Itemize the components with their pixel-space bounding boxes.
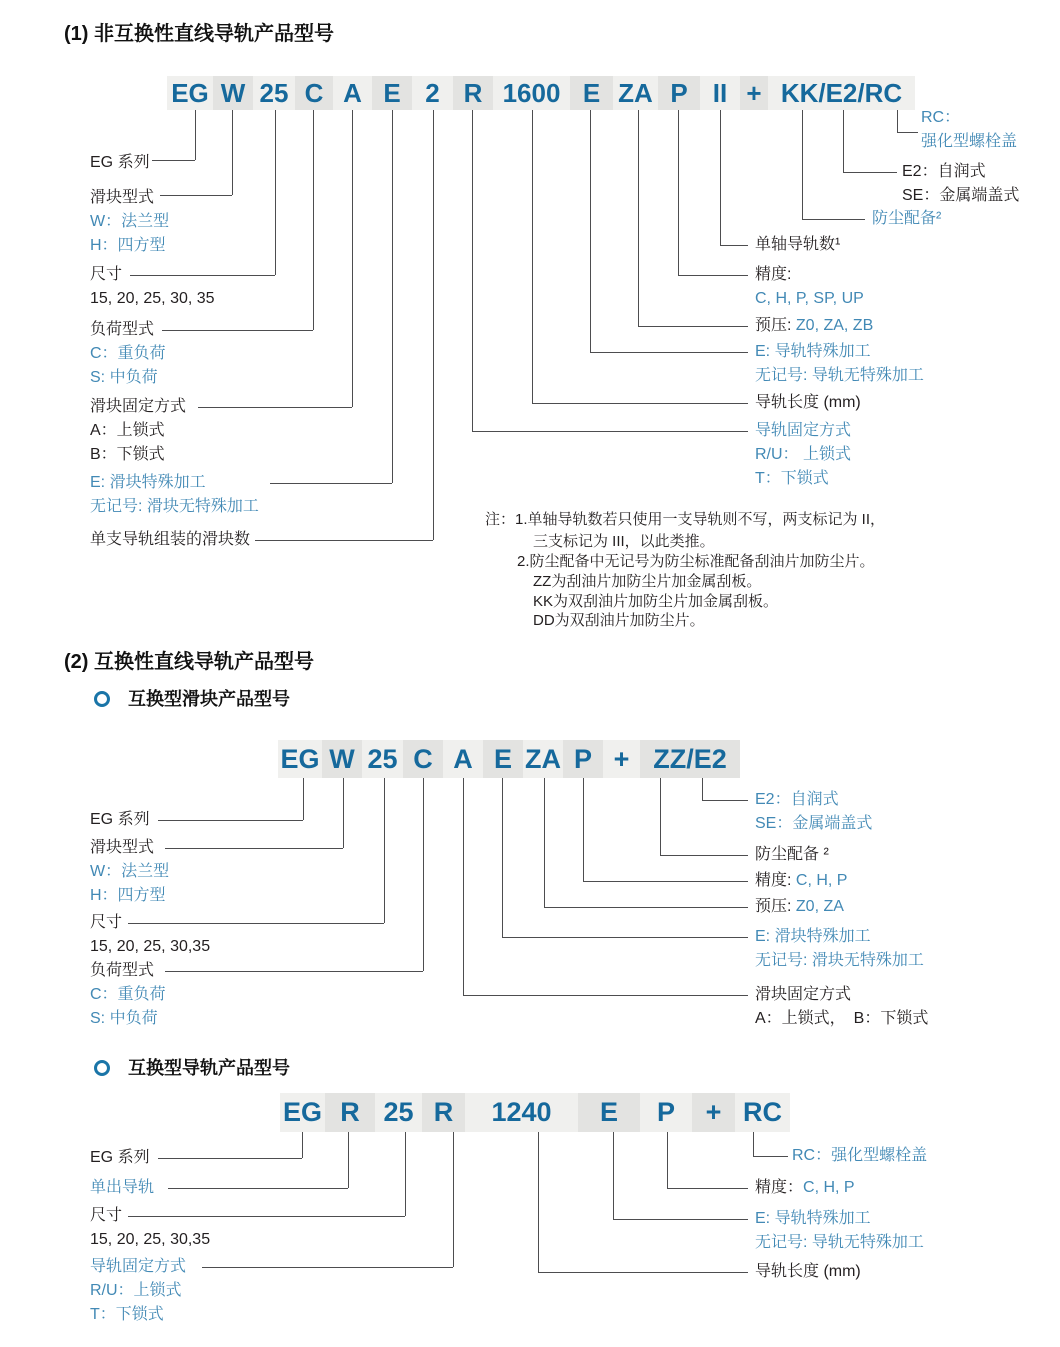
label-rail-special	[755, 340, 924, 388]
label-blocks-per-rail: 单支导轨组装的滑块数	[90, 531, 251, 548]
note-line-3: 2.防尘配备中无记号为防尘标准配备刮油片加防尘片。	[517, 553, 875, 570]
code-segment: ZZ/E2	[640, 740, 740, 778]
code-segment: C	[295, 76, 333, 110]
leader-line	[638, 326, 748, 327]
leader-line	[463, 778, 464, 995]
label-precision	[755, 263, 864, 311]
code-segment: EG	[280, 1093, 325, 1132]
rail-special-none: 无记号: 导轨无特殊加工	[755, 367, 924, 384]
label-block-fix	[755, 983, 928, 1031]
code-segment: +	[603, 740, 640, 778]
bullet-circle-icon	[94, 691, 110, 707]
leader-line	[202, 1267, 453, 1268]
leader-line	[613, 1132, 614, 1219]
load-c: C：重负荷	[90, 986, 166, 1003]
leader-line	[463, 995, 748, 996]
leader-line	[158, 820, 303, 821]
code-segment: W	[213, 76, 253, 110]
model-code-bar-1	[0, 76, 1060, 110]
rail-fix-t: T：下锁式	[755, 470, 829, 487]
block-fix-values: A：上锁式， B：下锁式	[755, 1010, 929, 1027]
precision-title: 精度:	[755, 266, 792, 283]
leader-line	[660, 855, 748, 856]
code-segment: E	[372, 76, 412, 110]
label-dust-proof: 防尘配备²	[872, 210, 942, 227]
leader-line	[502, 778, 503, 937]
label-eg-series: EG 系列	[90, 154, 150, 171]
size-values: 15, 20, 25, 30, 35	[90, 290, 215, 307]
code-segment: A	[333, 76, 372, 110]
leader-line	[667, 1132, 668, 1188]
code-segment: R	[325, 1093, 375, 1132]
leader-line	[667, 1188, 748, 1189]
label-block-special	[90, 471, 259, 519]
leader-line	[405, 1132, 406, 1216]
code-segment: 1600	[493, 76, 570, 110]
block-special-none: 无记号: 滑块无特殊加工	[755, 952, 924, 969]
rail-fix-ru: R/U：上锁式	[90, 1282, 182, 1299]
size-title: 尺寸	[90, 1207, 123, 1224]
leader-line	[472, 110, 473, 431]
leader-line	[433, 110, 434, 540]
precision-prefix: 精度：	[755, 1179, 804, 1196]
leader-line	[544, 778, 545, 907]
leader-line	[702, 778, 703, 800]
code-segment: EG	[167, 76, 213, 110]
leader-line	[583, 881, 748, 882]
rc-line2: 强化型螺栓盖	[921, 133, 1018, 150]
leader-line	[302, 1132, 303, 1158]
label-eg-series: EG 系列	[90, 811, 150, 828]
code-segment: R	[453, 76, 493, 110]
leader-line	[802, 219, 865, 220]
leader-line	[720, 245, 748, 246]
block-fix-title: 滑块固定方式	[90, 398, 187, 415]
leader-line	[348, 1132, 349, 1188]
leader-line	[538, 1272, 748, 1273]
preload-prefix: 预压:	[755, 898, 796, 915]
code-segment: P	[563, 740, 603, 778]
sub-heading-rail: 互换型导轨产品型号	[128, 1058, 290, 1078]
model-code-bar-2	[0, 740, 1060, 778]
precision-prefix: 精度:	[755, 872, 796, 889]
leader-line	[195, 110, 196, 160]
leader-line	[165, 848, 343, 849]
rc-line1: RC：	[921, 109, 961, 126]
code-segment: P	[658, 76, 700, 110]
block-fix-title: 滑块固定方式	[755, 986, 852, 1003]
code-segment: EG	[278, 740, 322, 778]
code-segment: 25	[253, 76, 295, 110]
precision-values: C, H, P	[795, 872, 848, 889]
leader-line	[583, 778, 584, 881]
label-rail-fix	[90, 1255, 186, 1327]
note-line-6: DD为双刮油片加防尘片。	[533, 612, 705, 629]
leader-line	[843, 110, 844, 172]
label-e2-se	[755, 788, 872, 836]
preload-prefix: 预压:	[755, 317, 796, 334]
leader-line	[453, 1132, 454, 1267]
label-precision	[755, 1176, 855, 1200]
model-code-bar-3	[0, 1093, 1060, 1132]
label-single-rail: 单出导轨	[90, 1179, 155, 1196]
leader-line	[702, 800, 748, 801]
code-segment: +	[692, 1093, 735, 1132]
leader-line	[897, 132, 918, 133]
leader-line	[198, 407, 352, 408]
code-segment: ZA	[523, 740, 563, 778]
rail-fix-t: T：下锁式	[90, 1306, 164, 1323]
leader-line	[638, 110, 639, 326]
bullet-circle-icon	[94, 1060, 110, 1076]
code-segment: KK/E2/RC	[768, 76, 915, 110]
label-e2-se	[902, 160, 1019, 208]
load-title: 负荷型式	[90, 321, 155, 338]
label-block-fix	[90, 395, 186, 467]
code-segment: 2	[412, 76, 453, 110]
code-segment: E	[570, 76, 613, 110]
note-line-2: 三支标记为 III，以此类推。	[533, 533, 715, 550]
rail-special-none: 无记号: 导轨无特殊加工	[755, 1234, 924, 1251]
code-segment: R	[422, 1093, 465, 1132]
load-c: C：重负荷	[90, 345, 166, 362]
label-rail-fix	[755, 419, 851, 491]
code-segment: 1240	[465, 1093, 578, 1132]
preload-values: Z0, ZA	[795, 898, 844, 915]
code-segment: II	[700, 76, 740, 110]
code-segment: W	[322, 740, 362, 778]
leader-line	[502, 937, 748, 938]
label-precision	[755, 869, 847, 893]
note-line-5: KK为双刮油片加防尘片加金属刮板。	[533, 593, 779, 610]
label-rails-count: 单轴导轨数¹	[755, 236, 841, 253]
leader-line	[255, 540, 433, 541]
label-preload	[755, 314, 873, 338]
leader-line	[897, 110, 898, 132]
leader-line	[843, 172, 897, 173]
leader-line	[352, 110, 353, 407]
code-segment: A	[443, 740, 483, 778]
label-size	[90, 911, 210, 959]
label-block-type	[90, 186, 169, 258]
block-type-h: H：四方型	[90, 237, 166, 254]
code-segment: +	[740, 76, 768, 110]
size-title: 尺寸	[90, 914, 123, 931]
leader-line	[275, 110, 276, 275]
leader-line	[165, 971, 423, 972]
load-title: 负荷型式	[90, 962, 155, 979]
rail-special-e: E: 导轨特殊加工	[755, 343, 871, 360]
block-fix-a: A：上锁式	[90, 422, 165, 439]
label-rail-length: 导轨长度 (mm)	[755, 394, 861, 411]
block-type-h: H：四方型	[90, 887, 166, 904]
leader-line	[753, 1156, 788, 1157]
code-segment: P	[640, 1093, 692, 1132]
note-line-4: ZZ为刮油片加防尘片加金属刮板。	[533, 573, 762, 590]
block-type-title: 滑块型式	[90, 189, 155, 206]
label-load-type	[90, 318, 166, 390]
leader-line	[720, 110, 721, 245]
leader-line	[532, 110, 533, 403]
block-special-e: E: 滑块特殊加工	[90, 474, 206, 491]
code-segment: RC	[735, 1093, 790, 1132]
load-s: S: 中负荷	[90, 369, 158, 386]
leader-line	[613, 1219, 748, 1220]
block-type-w: W：法兰型	[90, 213, 170, 230]
leader-line	[384, 778, 385, 923]
label-size	[90, 1204, 210, 1252]
leader-line	[343, 778, 344, 848]
load-s: S: 中负荷	[90, 1010, 158, 1027]
leader-line	[313, 110, 314, 330]
leader-line	[532, 403, 748, 404]
label-rail-special	[755, 1207, 924, 1255]
block-type-w: W：法兰型	[90, 863, 170, 880]
label-dust-proof: 防尘配备 ²	[755, 846, 829, 863]
rail-fix-ru: R/U： 上锁式	[755, 446, 852, 463]
note-line-1: 注：1.单轴导轨数若只使用一支导轨则不写，两支标记为 II，	[485, 511, 886, 528]
code-segment: C	[403, 740, 443, 778]
block-special-none: 无记号: 滑块无特殊加工	[90, 498, 259, 515]
leader-line	[544, 907, 748, 908]
leader-line	[802, 110, 803, 219]
rail-fix-title: 导轨固定方式	[90, 1258, 187, 1275]
leader-line	[472, 431, 748, 432]
leader-line	[678, 110, 679, 275]
leader-line	[678, 275, 748, 276]
leader-line	[590, 110, 591, 352]
leader-line	[270, 483, 392, 484]
block-special-e: E: 滑块特殊加工	[755, 928, 871, 945]
leader-line	[753, 1132, 754, 1156]
leader-line	[160, 195, 232, 196]
precision-values: C, H, P, SP, UP	[755, 290, 864, 307]
leader-line	[158, 1158, 302, 1159]
block-fix-b: B：下锁式	[90, 446, 165, 463]
label-rc	[921, 106, 1017, 154]
label-preload	[755, 895, 844, 919]
code-segment: 25	[362, 740, 403, 778]
section1-title: (1) 非互换性直线导轨产品型号	[64, 23, 334, 45]
leader-line	[162, 330, 313, 331]
leader-line	[232, 110, 233, 195]
leader-line	[168, 1188, 348, 1189]
se-label: SE：金属端盖式	[755, 815, 873, 832]
preload-values: Z0, ZA, ZB	[795, 317, 874, 334]
size-title: 尺寸	[90, 266, 123, 283]
code-segment: 25	[375, 1093, 422, 1132]
label-size	[90, 263, 215, 311]
leader-line	[303, 778, 304, 820]
leader-line	[660, 778, 661, 855]
leader-line	[392, 110, 393, 483]
precision-values: C, H, P	[803, 1179, 855, 1196]
size-values: 15, 20, 25, 30,35	[90, 938, 211, 955]
leader-line	[538, 1132, 539, 1272]
label-rail-length: 导轨长度 (mm)	[755, 1263, 861, 1280]
leader-line	[423, 778, 424, 971]
block-type-title: 滑块型式	[90, 839, 155, 856]
code-segment: ZA	[613, 76, 658, 110]
leader-line	[590, 352, 748, 353]
rail-special-e: E: 导轨特殊加工	[755, 1210, 871, 1227]
code-segment: E	[483, 740, 523, 778]
sub-heading-block: 互换型滑块产品型号	[128, 689, 290, 709]
label-eg-series: EG 系列	[90, 1149, 150, 1166]
size-values: 15, 20, 25, 30,35	[90, 1231, 211, 1248]
label-block-special	[755, 925, 924, 973]
leader-line	[152, 160, 195, 161]
se-label: SE：金属端盖式	[902, 187, 1020, 204]
section2-title: (2) 互换性直线导轨产品型号	[64, 651, 314, 673]
label-rc: RC：强化型螺栓盖	[792, 1147, 928, 1164]
label-load-type	[90, 959, 166, 1031]
code-segment: E	[578, 1093, 640, 1132]
e2-label: E2：自润式	[902, 163, 986, 180]
e2-label: E2：自润式	[755, 791, 839, 808]
label-block-type	[90, 836, 169, 908]
rail-fix-title: 导轨固定方式	[755, 422, 852, 439]
